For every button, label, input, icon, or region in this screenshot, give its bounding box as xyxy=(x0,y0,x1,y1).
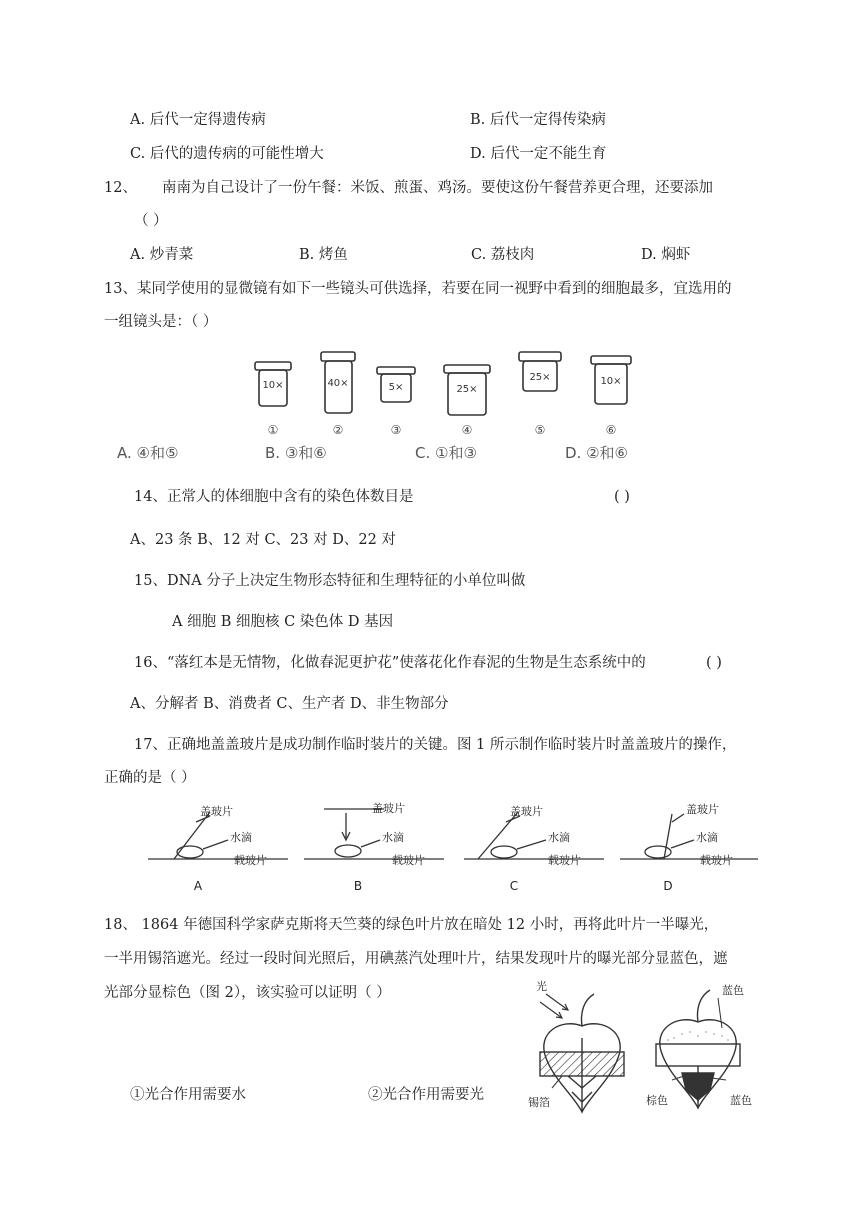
q15-options: A 细胞 B 细胞核 C 染色体 D 基因 xyxy=(172,614,394,630)
q14-options: A、23 条 B、12 对 C、23 对 D、22 对 xyxy=(130,532,396,548)
q12-option-d: D. 焖虾 xyxy=(641,247,691,263)
lens-3-label: 5× xyxy=(388,382,404,393)
q12-stem: 南南为自己设计了一份午餐：米饭、煎蛋、鸡汤。要使这份午餐营养更合理，还要添加 xyxy=(162,180,713,196)
q17-coverslip-figure xyxy=(148,800,758,896)
label-cover-a: 盖玻片 xyxy=(200,805,233,818)
q15-stem: 15、DNA 分子上决定生物形态特征和生理特征的小单位叫做 xyxy=(134,573,526,589)
light-arrows xyxy=(540,994,568,1018)
q11-option-d: D. 后代一定不能生育 xyxy=(470,146,607,162)
label-cover-d: 盖玻片 xyxy=(686,803,719,816)
q16-answer-paren: ( ) xyxy=(706,655,722,671)
label-slide-d: 载玻片 xyxy=(700,854,733,867)
coverslip-diagram-a xyxy=(148,812,288,859)
q12-number: 12、 xyxy=(104,180,137,196)
lens-5-label: 25× xyxy=(529,372,551,383)
q18-option-2: ②光合作用需要光 xyxy=(368,1087,484,1103)
q13-option-d: D. ②和⑥ xyxy=(565,444,628,462)
q18-option-1: ①光合作用需要水 xyxy=(130,1087,246,1103)
q14-answer-paren: ( ) xyxy=(614,489,630,505)
lens-1-number: ① xyxy=(267,423,279,437)
label-blue-bottom: 蓝色 xyxy=(730,1094,752,1107)
label-water-c: 水滴 xyxy=(548,831,570,844)
q11-option-b: B. 后代一定得传染病 xyxy=(470,112,606,128)
lens-6-label: 10× xyxy=(600,376,622,387)
lens-6-number: ⑥ xyxy=(605,423,617,437)
q16-stem: 16、“落红本是无情物，化做春泥更护花”使落花化作春泥的生物是生态系统中的 xyxy=(134,655,646,671)
q13-option-b: B. ③和⑥ xyxy=(265,444,327,462)
lens-1-label: 10× xyxy=(262,380,284,391)
lens-4-number: ④ xyxy=(461,423,473,437)
q13-lens-figure xyxy=(115,348,655,468)
q18-stem-line1: 18、 1864 年德国科学家萨克斯将天竺葵的绿色叶片放在暗处 12 小时，再将此叶片一半曝光， xyxy=(104,917,719,933)
q16-options: A、分解者 B、消费者 C、生产者 D、非生物部分 xyxy=(130,696,449,712)
q12-option-a: A. 炒青菜 xyxy=(130,247,194,263)
coverslip-diagram-b xyxy=(304,809,444,859)
label-blue-top: 蓝色 xyxy=(722,984,744,997)
q17-stem-line2: 正确的是（ ） xyxy=(104,770,196,786)
q17-stem-line1: 17、正确地盖盖玻片是成功制作临时装片的关键。图 1 所示制作临时装片时盖盖玻片的操作， xyxy=(134,737,737,753)
diagram-letter-b: B xyxy=(353,879,363,893)
label-foil: 锡箔 xyxy=(528,1096,550,1109)
lens-5-number: ⑤ xyxy=(534,423,546,437)
lens-2-label: 40× xyxy=(327,378,349,389)
q18-stem-line2: 一半用锡箔遮光。经过一段时间光照后，用碘蒸汽处理叶片，结果发现叶片的曝光部分显蓝色，遮 xyxy=(104,951,728,967)
lens-2-number: ② xyxy=(332,423,344,437)
label-water-d: 水滴 xyxy=(696,831,718,844)
q11-option-a: A. 后代一定得遗传病 xyxy=(130,112,266,128)
q13-stem-line2: 一组镜头是：（ ） xyxy=(104,314,218,330)
label-water-a: 水滴 xyxy=(230,831,252,844)
diagram-letter-d: D xyxy=(663,879,673,893)
q13-option-a: A. ④和⑤ xyxy=(117,444,179,462)
q13-option-c: C. ①和③ xyxy=(415,444,477,462)
diagram-letter-c: C xyxy=(509,879,519,893)
coverslip-diagram-d xyxy=(620,814,758,859)
diagram-letter-a: A xyxy=(193,879,203,893)
q11-option-c: C. 后代的遗传病的可能性增大 xyxy=(130,146,324,162)
q18-leaf-figure xyxy=(522,978,762,1118)
label-slide-a: 载玻片 xyxy=(234,854,267,867)
leaf-dots xyxy=(667,1031,729,1041)
label-slide-b: 载玻片 xyxy=(392,854,425,867)
lens-4-label: 25× xyxy=(456,384,478,395)
label-brown: 棕色 xyxy=(646,1094,668,1107)
q12-answer-paren: （ ） xyxy=(134,213,168,229)
q18-stem-line3: 光部分显棕色（图 2），该实验可以证明（ ） xyxy=(104,985,391,1001)
label-light: 光 xyxy=(536,980,547,993)
q14-stem: 14、正常人的体细胞中含有的染色体数目是 xyxy=(134,489,414,505)
label-cover-b: 盖玻片 xyxy=(372,802,405,815)
q13-stem-line1: 13、某同学使用的显微镜有如下一些镜头可供选择，若要在同一视野中看到的细胞最多，宜选用的 xyxy=(104,281,732,297)
label-cover-c: 盖玻片 xyxy=(510,805,543,818)
label-slide-c: 载玻片 xyxy=(548,854,581,867)
label-water-b: 水滴 xyxy=(382,831,404,844)
lens-3-number: ③ xyxy=(390,423,402,437)
leaf-iodine-result xyxy=(656,990,740,1108)
coverslip-diagram-c xyxy=(464,812,604,859)
q12-option-b: B. 烤鱼 xyxy=(299,247,348,263)
q12-option-c: C. 荔枝肉 xyxy=(471,247,535,263)
